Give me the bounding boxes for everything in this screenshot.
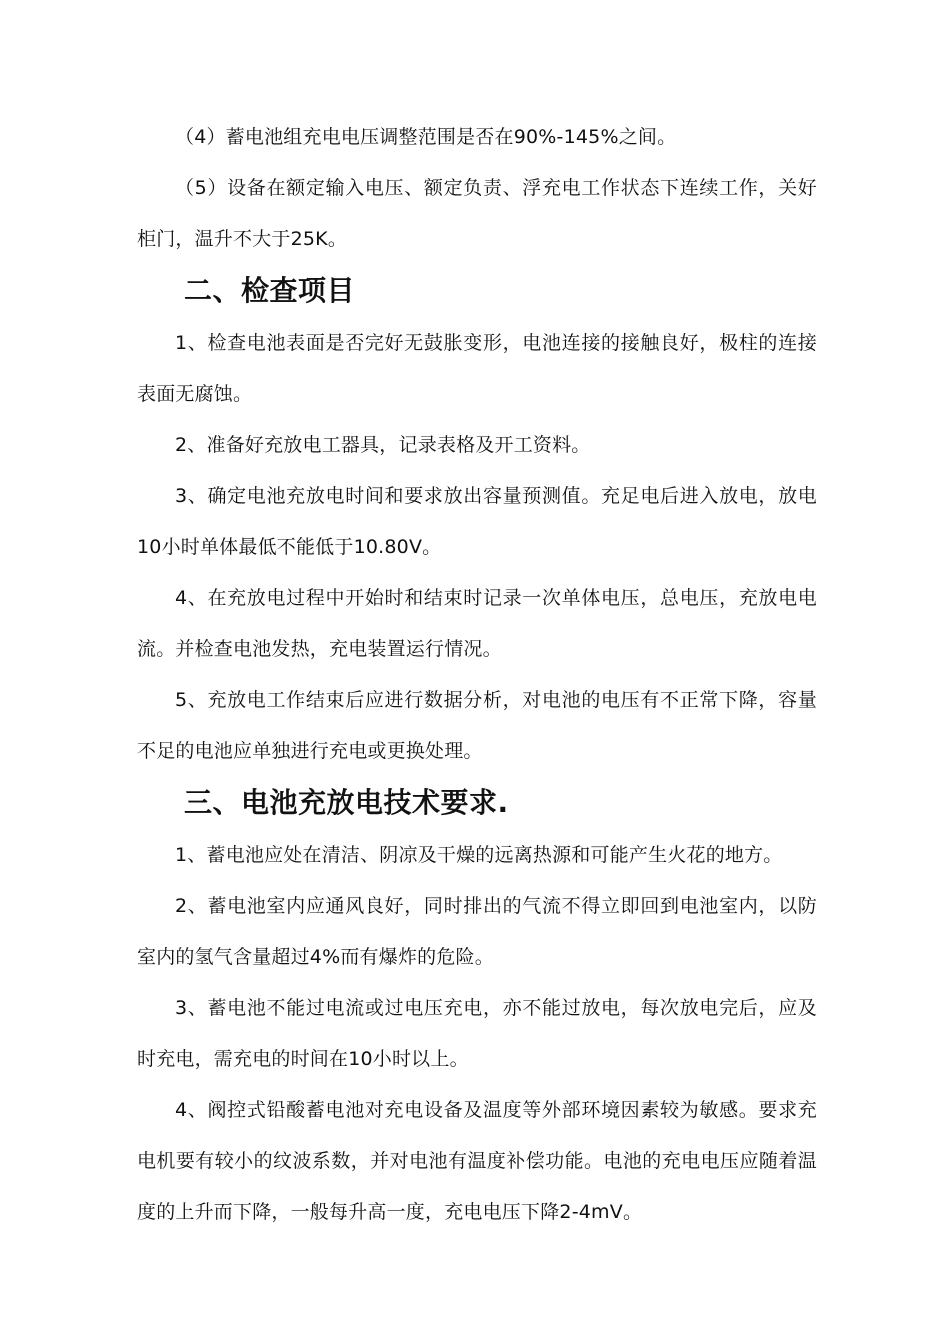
- section-heading-technical-requirements: 三、电池充放电技术要求.: [184, 786, 509, 819]
- document-page: [137, 112, 817, 1238]
- requirement-item-1: 1、蓄电池应处在清洁、阴凉及干燥的远离热源和可能产生火花的地方。: [175, 844, 783, 866]
- paragraph-item-5: （5）设备在额定输入电压、额定负责、浮充电工作状态下连续工作，关好柜门，温升不大于25K。: [137, 177, 817, 250]
- paragraph-item-4: （4）蓄电池组充电电压调整范围是否在90%-145%之间。: [175, 126, 677, 148]
- inspection-item-3: 3、确定电池充放电时间和要求放出容量预测值。充足电后进入放电，放电10小时单体最低不能低于10.80V。: [137, 485, 817, 558]
- requirement-item-3: 3、蓄电池不能过电流或过电压充电，亦不能过放电，每次放电完后，应及时充电，需充电的时间在10小时以上。: [137, 997, 817, 1070]
- inspection-item-4: 4、在充放电过程中开始时和结束时记录一次单体电压，总电压，充放电电流。并检查电池发热，充电装置运行情况。: [137, 587, 817, 660]
- inspection-item-1: 1、检查电池表面是否完好无鼓胀变形，电池连接的接触良好，极柱的连接表面无腐蚀。: [137, 332, 817, 405]
- requirement-item-4: 4、阀控式铅酸蓄电池对充电设备及温度等外部环境因素较为敏感。要求充电机要有较小的纹波系数，并对电池有温度补偿功能。电池的充电电压应随着温度的上升而下降，一般每升高一度，充电电压下降2-4mV。: [137, 1099, 817, 1223]
- inspection-item-5: 5、充放电工作结束后应进行数据分析，对电池的电压有不正常下降，容量不足的电池应单独进行充电或更换处理。: [137, 689, 817, 762]
- section-heading-inspection: 二、检查项目: [184, 274, 356, 307]
- inspection-item-2: 2、准备好充放电工器具，记录表格及开工资料。: [175, 434, 591, 456]
- requirement-item-2: 2、蓄电池室内应通风良好，同时排出的气流不得立即回到电池室内，以防室内的氢气含量超过4%而有爆炸的危险。: [137, 895, 817, 968]
